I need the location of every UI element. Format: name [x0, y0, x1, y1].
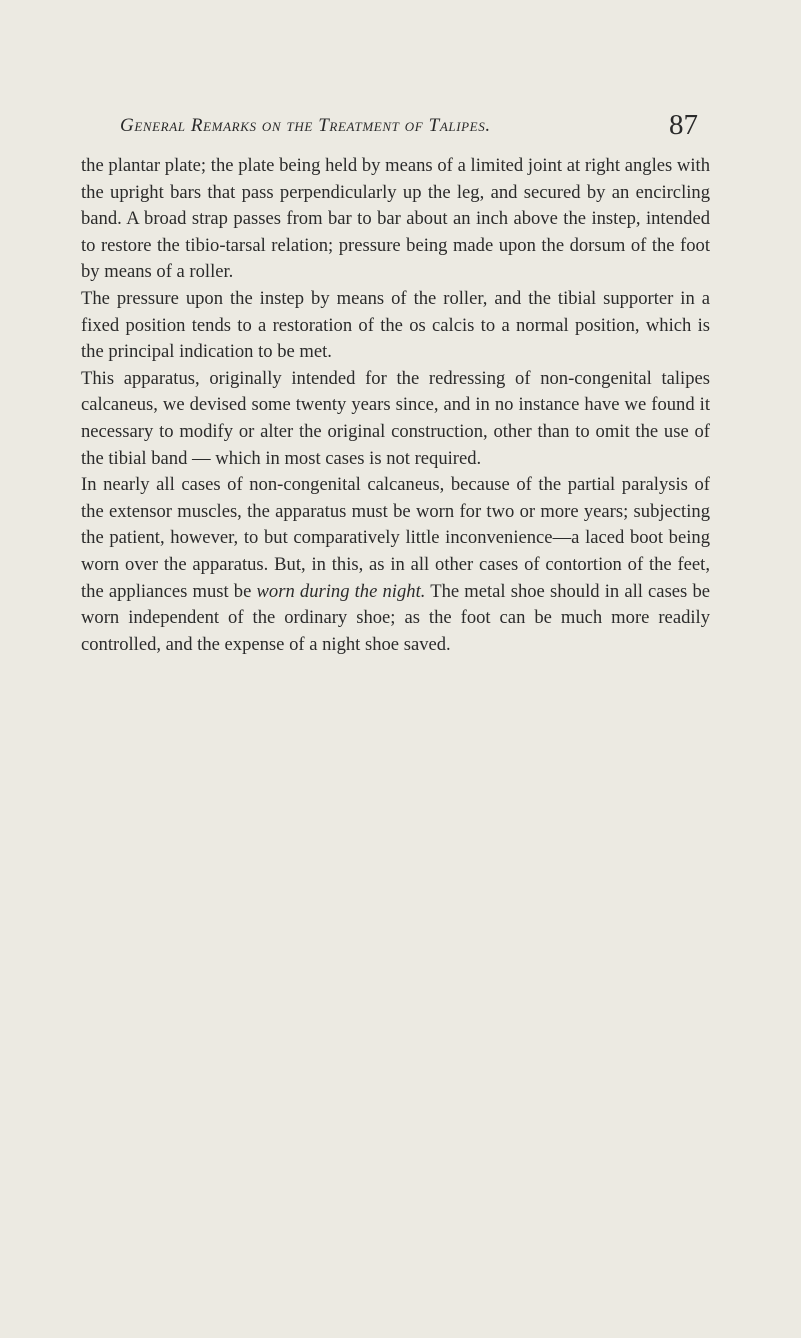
- header-title: General Remarks on the Treatment of Talipes.: [120, 115, 491, 136]
- paragraph-4-text-end: The metal shoe should in all cases be worn independent of the ordinary shoe; as the foot can be much more readily controlled, and the expense of a night shoe saved.: [81, 580, 710, 655]
- page-number: 87: [669, 109, 698, 141]
- paragraph-3: This apparatus, originally intended for the redressing of non-congenital talipes calcaneus, we devised some twenty years since, and in no instance have we found it necessary to modify or alter the original construction, other than to omit the use of the tibial band — which in most cases is not required.: [81, 367, 710, 469]
- running-header: [120, 109, 700, 155]
- paragraph-1: the plantar plate; the plate being held by means of a limited joint at right angles with the upright bars that pass perpendicularly up the leg, and secured by an encircling band. A broad strap passes from bar to bar about an inch above the instep, intended to restore the tibio-tarsal relation; pressure being made upon the dorsum of the foot by means of a roller.: [81, 155, 710, 283]
- italic-emphasis: worn during the night.: [256, 580, 426, 602]
- paragraph-4-text-start: In nearly all cases of non-congenital calcaneus, because of the partial paralysis of the extensor muscles, the apparatus must be worn for two or more years; subjecting the patient, however, to but comparatively little inconvenience—a laced boot being worn over the apparatus. But, in this, as in all other cases of contortion of the feet, the appliances must be: [81, 474, 710, 602]
- body-text: [81, 153, 710, 658]
- paragraph-2: The pressure upon the instep by means of the roller, and the tibial supporter in a fixed position tends to a restoration of the os calcis to a normal position, which is the principal indication to be met.: [81, 287, 710, 363]
- paragraph-4: [81, 472, 710, 658]
